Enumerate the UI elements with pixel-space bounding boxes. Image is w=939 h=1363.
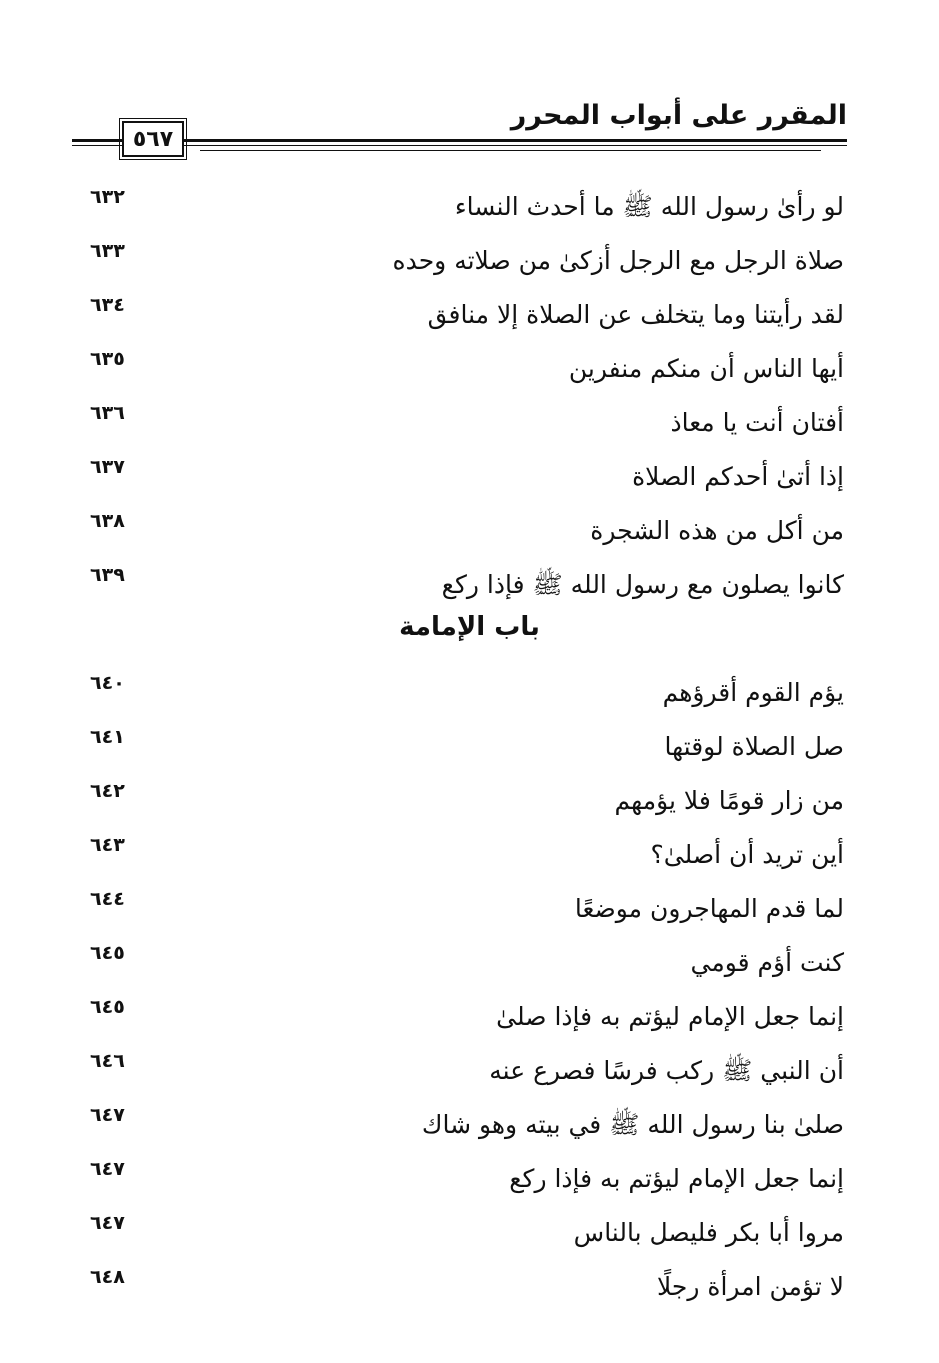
entry-page-number: ٦٣٢ bbox=[90, 186, 125, 208]
running-title: المقرر على أبواب المحرر bbox=[510, 100, 847, 131]
entry-page-number: ٦٤٧ bbox=[90, 1104, 125, 1126]
entry-text: من زار قومًا فلا يؤمهم bbox=[614, 786, 844, 815]
index-entry bbox=[90, 187, 844, 227]
entry-text: يؤم القوم أقرؤهم bbox=[662, 678, 844, 707]
entry-text: أين تريد أن أصلىٰ؟ bbox=[650, 840, 844, 869]
index-entry bbox=[90, 295, 844, 335]
entry-page-number: ٦٤٨ bbox=[90, 1266, 125, 1288]
entry-text: لما قدم المهاجرون موضعًا bbox=[574, 894, 844, 923]
entry-page-number: ٦٤٥ bbox=[90, 996, 125, 1018]
entry-text: صل الصلاة لوقتها bbox=[664, 732, 844, 761]
entry-page-number: ٦٤٢ bbox=[90, 780, 125, 802]
index-entry bbox=[90, 835, 844, 875]
index-entry bbox=[90, 889, 844, 929]
index-entry bbox=[90, 241, 844, 281]
index-entry bbox=[90, 1105, 844, 1145]
entry-text: صلاة الرجل مع الرجل أزكىٰ من صلاته وحده bbox=[392, 246, 844, 275]
index-entry bbox=[90, 511, 844, 551]
entry-page-number: ٦٣٤ bbox=[90, 294, 125, 316]
entry-page-number: ٦٤٦ bbox=[90, 1050, 125, 1072]
index-entry bbox=[90, 349, 844, 389]
entry-text: إنما جعل الإمام ليؤتم به فإذا ركع bbox=[509, 1164, 844, 1193]
entry-text: لا تؤمن امرأة رجلًا bbox=[656, 1272, 844, 1301]
entry-page-number: ٦٣٣ bbox=[90, 240, 125, 262]
entry-page-number: ٦٤١ bbox=[90, 726, 125, 748]
index-entry bbox=[90, 781, 844, 821]
index-entry bbox=[90, 943, 844, 983]
entry-text: لقد رأيتنا وما يتخلف عن الصلاة إلا منافق bbox=[427, 300, 844, 329]
entry-text: أن النبي ﷺ ركب فرسًا فصرع عنه bbox=[489, 1056, 844, 1085]
entry-page-number: ٦٣٧ bbox=[90, 456, 125, 478]
entry-page-number: ٦٣٩ bbox=[90, 564, 125, 586]
section-heading: باب الإمامة bbox=[399, 612, 540, 642]
entry-text: مروا أبا بكر فليصل بالناس bbox=[573, 1218, 844, 1247]
entry-text: كنت أؤم قومي bbox=[690, 948, 844, 977]
entry-page-number: ٦٤٤ bbox=[90, 888, 125, 910]
entry-text: إنما جعل الإمام ليؤتم به فإذا صلىٰ bbox=[496, 1002, 844, 1031]
entry-text: إذا أتىٰ أحدكم الصلاة bbox=[632, 462, 844, 491]
entry-page-number: ٦٤٧ bbox=[90, 1158, 125, 1180]
entry-page-number: ٦٣٦ bbox=[90, 402, 125, 424]
entry-text: أيها الناس أن منكم منفرين bbox=[568, 354, 844, 383]
page-number: ٥٦٧ bbox=[122, 121, 184, 157]
entry-page-number: ٦٤٥ bbox=[90, 942, 125, 964]
index-entry bbox=[90, 565, 844, 605]
entry-text: كانوا يصلون مع رسول الله ﷺ فإذا ركع bbox=[441, 570, 844, 599]
entry-text: أفتان أنت يا معاذ bbox=[670, 408, 844, 437]
index-entry bbox=[90, 1267, 844, 1307]
entry-page-number: ٦٤٣ bbox=[90, 834, 125, 856]
index-entry bbox=[90, 997, 844, 1037]
index-entry bbox=[90, 1051, 844, 1091]
entry-text: من أكل من هذه الشجرة bbox=[590, 516, 844, 545]
entry-page-number: ٦٣٥ bbox=[90, 348, 125, 370]
index-entry bbox=[90, 457, 844, 497]
entry-text: لو رأىٰ رسول الله ﷺ ما أحدث النساء bbox=[454, 192, 844, 221]
index-entry bbox=[90, 673, 844, 713]
index-entry bbox=[90, 1159, 844, 1199]
index-entry bbox=[90, 403, 844, 443]
entry-text: صلىٰ بنا رسول الله ﷺ في بيته وهو شاك bbox=[421, 1110, 844, 1139]
index-entry bbox=[90, 727, 844, 767]
entry-page-number: ٦٤٠ bbox=[90, 672, 125, 694]
entry-page-number: ٦٣٨ bbox=[90, 510, 125, 532]
index-entry bbox=[90, 1213, 844, 1253]
entry-page-number: ٦٤٧ bbox=[90, 1212, 125, 1234]
